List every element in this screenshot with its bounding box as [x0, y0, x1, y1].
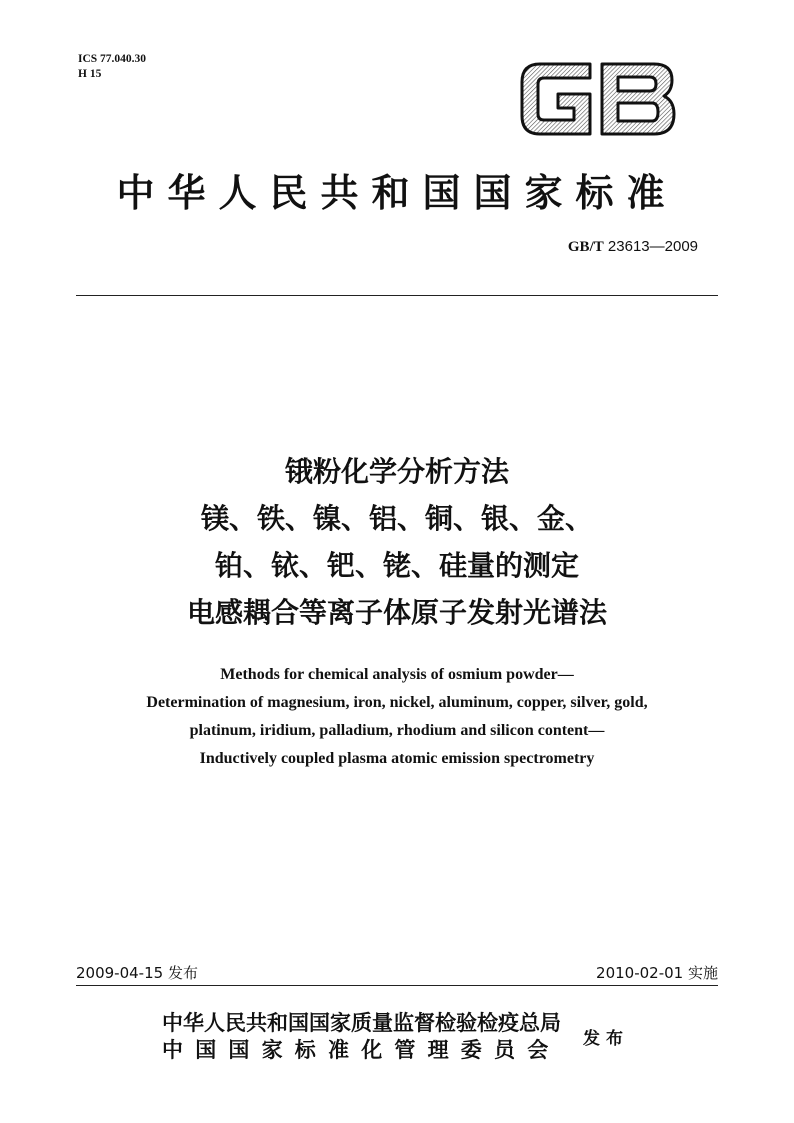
classification-codes — [78, 52, 146, 82]
standard-number: 23613—2009 — [603, 238, 698, 255]
top-divider — [76, 295, 718, 296]
publish-label: 发布 — [583, 1029, 629, 1049]
english-title-line: platinum, iridium, palladium, rhodium and silicon content— — [189, 722, 605, 739]
issuer-sac: 中国国家标准化管理委员会 — [162, 1038, 561, 1062]
chinese-title-line: 锇粉化学分析方法 — [284, 455, 509, 488]
english-title-line: Methods for chemical analysis of osmium powder— — [220, 666, 574, 683]
bottom-divider — [76, 985, 718, 986]
chinese-title-line: 镁、铁、镍、铝、铜、银、金、 — [200, 502, 593, 535]
standard-prefix: GB/T — [567, 239, 604, 255]
implementation-date: 2010-02-01 实施 — [596, 964, 718, 982]
gb-logo — [518, 58, 678, 140]
chinese-title — [0, 448, 794, 636]
ics-code: ICS 77.040.30 — [78, 53, 147, 65]
issuing-authorities — [162, 1010, 561, 1064]
chinese-title-line: 铂、铱、钯、铑、硅量的测定 — [214, 549, 579, 582]
english-title-line: Determination of magnesium, iron, nickel, aluminum, copper, silver, gold, — [146, 694, 648, 711]
standard-code — [568, 238, 698, 256]
ccs-code: H 15 — [78, 68, 102, 80]
national-standard-heading: 中华人民共和国国家标准 — [116, 171, 678, 215]
issuer-aqsiq: 中华人民共和国国家质量监督检验检疫总局 — [162, 1011, 561, 1035]
english-title-line: Inductively coupled plasma atomic emission spectrometry — [199, 750, 595, 767]
english-title — [0, 661, 794, 773]
chinese-title-line: 电感耦合等离子体原子发射光谱法 — [186, 596, 607, 629]
issue-date: 2009-04-15 发布 — [76, 964, 198, 982]
